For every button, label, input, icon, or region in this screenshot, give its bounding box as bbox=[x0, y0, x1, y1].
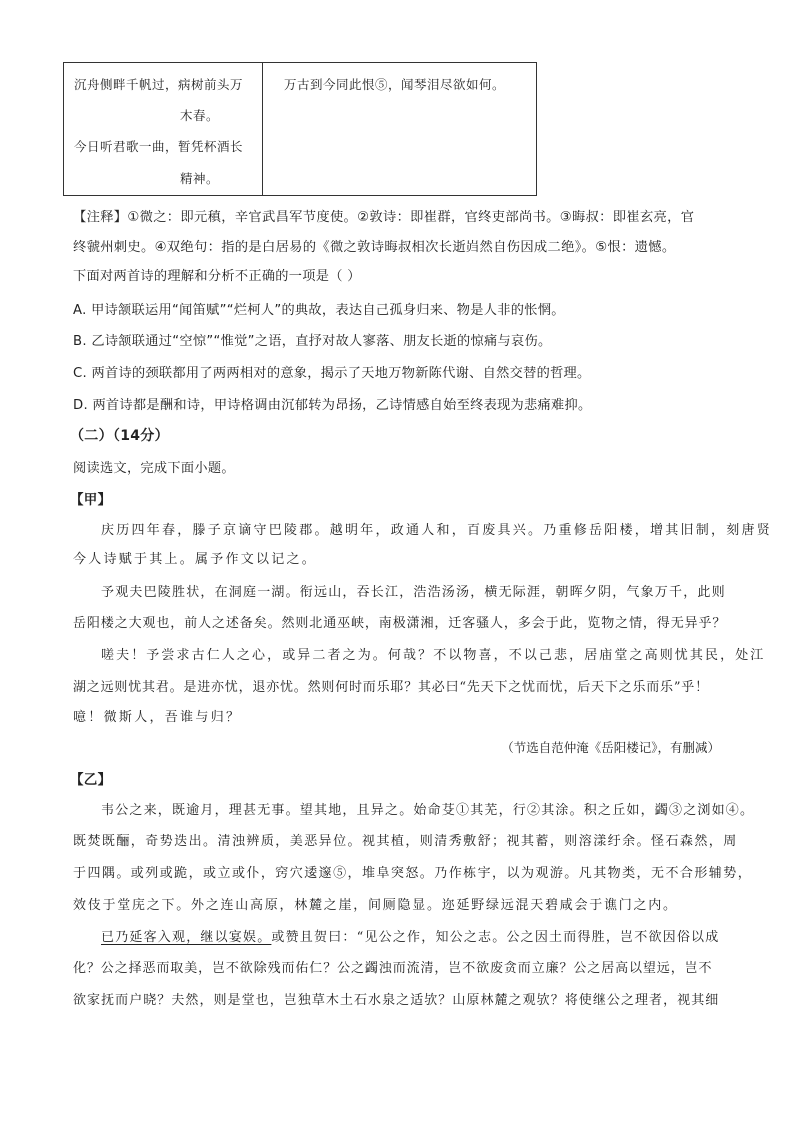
poem-table bbox=[63, 62, 537, 196]
passage-yi-line: 效伎于堂庑之下。外之连山高原，林麓之崖，间厕隐显。迩延野绿远混天碧咸会于谯门之内。 bbox=[73, 898, 678, 913]
passage-jia-tag: 【甲】 bbox=[70, 492, 112, 508]
passage-jia-line: 岳阳楼之大观也，前人之述备矣。然则北通巫峡，南极潇湘，迁客骚人，多会于此，览物之情，得无异乎？ bbox=[73, 616, 727, 631]
poem-line: 万古到今同此恨⑤，闻琴泪尽欲如何。 bbox=[284, 77, 506, 92]
section-heading: （二）（14分） bbox=[70, 428, 169, 444]
poem-line: 精神。 bbox=[180, 171, 220, 186]
poem-line: 今日听君歌一曲，暂凭杯酒长 bbox=[74, 139, 244, 154]
passage-jia-line: 予观夫巴陵胜状，在洞庭一湖。衔远山，吞长江，浩浩汤汤，横无际涯，朝晖夕阴，气象万千，此则 bbox=[101, 585, 726, 600]
passage-jia-source: （节选自范仲淹《岳阳楼记》，有删减） bbox=[501, 740, 720, 755]
passage-yi-tag: 【乙】 bbox=[70, 772, 112, 788]
passage-jia-line: 嗟夫！予尝求古仁人之心，或异二者之为。何哉？不以物喜，不以己悲，居庙堂之高则忧其民，处江 bbox=[101, 648, 766, 663]
table-divider bbox=[262, 63, 263, 195]
passage-yi-line: 化？公之择恶而取美，岂不欲除残而佑仁？公之蠲浊而流清，岂不欲废贪而立廉？公之居高以望远，岂不 bbox=[73, 961, 713, 976]
option-b: B. 乙诗颔联通过“空惊”“惟觉”之语，直抒对故人寥落、朋友长逝的惊痛与哀伤。 bbox=[73, 334, 552, 349]
passage-yi-line: 既焚既酾，奇势迭出。清浊辨质，美恶异位。视其植，则清秀敷舒；视其蓄，则溶漾纡余。怪石森然，周 bbox=[73, 834, 738, 849]
option-c: C. 两首诗的颈联都用了两两相对的意象，揭示了天地万物新陈代谢、自然交替的哲理。 bbox=[73, 366, 591, 381]
underlined-sentence: 已乃延客入观，继以宴娱。 bbox=[101, 930, 272, 945]
notes-line-2: 终虢州刺史。④双绝句：指的是白居易的《微之敦诗晦叔相次长逝岿然自伤因成二绝》。⑤恨：遗憾。 bbox=[73, 240, 676, 255]
passage-yi-line: 韦公之来，既逾月，理甚无事。望其地，且异之。始命芟①其芜，行②其涂。积之丘如，蠲③之浏如④。 bbox=[101, 803, 755, 818]
option-a: A. 甲诗颔联运用“闻笛赋”“烂柯人”的典故，表达自己孤身归来、物是人非的怅惘。 bbox=[73, 303, 565, 318]
passage-jia-line: 庆历四年春，滕子京谪守巴陵郡。越明年，政通人和，百废具兴。乃重修岳阳楼，增其旧制，刻唐贤 bbox=[101, 523, 773, 538]
poem-cell-left bbox=[64, 63, 262, 195]
section-instruction: 阅读选文，完成下面小题。 bbox=[73, 461, 235, 476]
option-d: D. 两首诗都是酬和诗，甲诗格调由沉郁转为昂扬，乙诗情感自始至终表现为悲痛难抑。 bbox=[73, 398, 592, 413]
poem-line: 木春。 bbox=[180, 108, 220, 123]
poem-cell-right bbox=[264, 63, 536, 195]
passage-yi-line-5 bbox=[101, 926, 719, 945]
passage-yi-line: 欲家抚而户晓？夫然，则是堂也，岂独草木土石水泉之适欤？山原林麓之观欤？将使继公之理者，视其细 bbox=[73, 993, 720, 1008]
question-stem: 下面对两首诗的理解和分析不正确的一项是（ ） bbox=[73, 269, 361, 284]
notes-line-1: 【注释】①微之：即元稹，辛官武昌军节度使。②敦诗：即崔群，官终吏部尚书。③晦叔：即崔玄亮，官 bbox=[73, 210, 695, 225]
poem-line: 沉舟侧畔千帆过，病树前头万 bbox=[74, 77, 244, 92]
passage-jia-line: 噫！微斯人，吾谁与归？ bbox=[73, 710, 242, 725]
passage-yi-line: 于四隅。或列或跪，或立或仆，窍穴逶邃⑤，堆阜突怒。乃作栋宇，以为观游。凡其物类，无不合形辅势， bbox=[73, 866, 753, 881]
passage-jia-line: 今人诗赋于其上。属予作文以记之。 bbox=[73, 552, 318, 567]
passage-yi-line-5-rest: 或赞且贺曰：“见公之作，知公之志。公之因土而得胜，岂不欲因俗以成 bbox=[271, 930, 720, 945]
passage-jia-line: 湖之远则忧其君。是进亦忧，退亦忧。然则何时而乐耶？其必曰“先天下之忧而忧，后天下之乐而乐”乎！ bbox=[73, 680, 709, 695]
